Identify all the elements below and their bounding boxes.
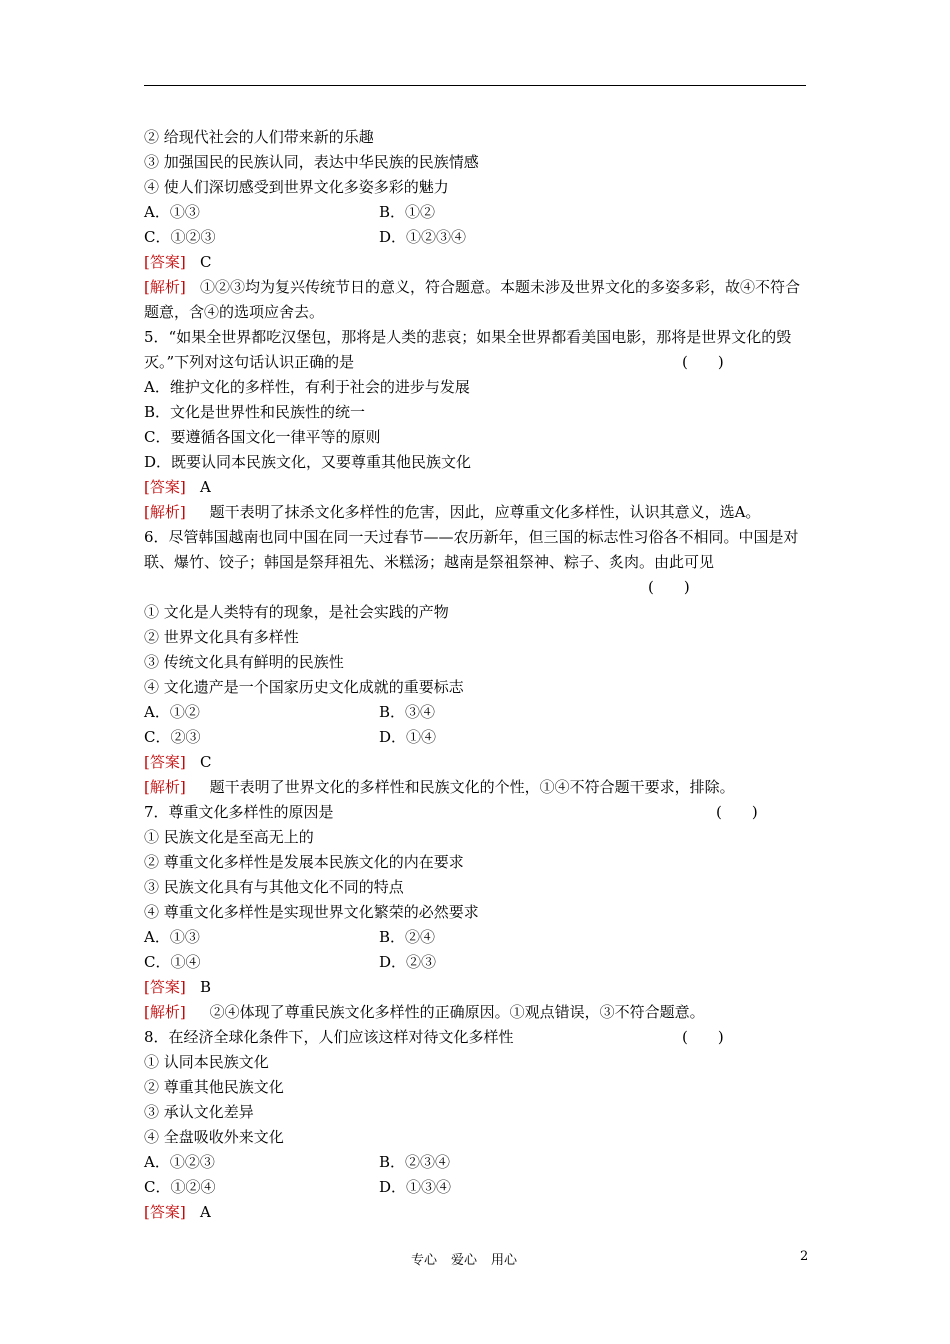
q6-stem: 6．尽管韩国越南也同中国在同一天过春节——农历新年，但三国的标志性习俗各不相同。中国是对联、爆竹、饺子；韩国是祭拜祖先、米糕汤；越南是祭祖祭神、粽子、炙肉。由此可见 bbox=[144, 528, 799, 571]
q6-option-d: D．①④ bbox=[379, 728, 437, 746]
q6-option-a: A．①② bbox=[144, 703, 200, 721]
q6-options-row-2 bbox=[144, 725, 808, 750]
answer-tag: [答案] bbox=[144, 753, 186, 771]
q7-option-d: D．②③ bbox=[379, 953, 437, 971]
q4-item-2: ② 给现代社会的人们带来新的乐趣 bbox=[144, 128, 374, 146]
q4-answer bbox=[144, 250, 808, 275]
header-rule bbox=[144, 85, 806, 86]
question-stem: 5．“如果全世界都吃汉堡包，那将是人类的悲哀；如果全世界都看美国电影，那将是世界文化的毁灭。”下列对这句话认识正确的是 bbox=[144, 328, 792, 371]
analysis-text: 题干表明了世界文化的多样性和民族文化的个性，①④不符合题干要求，排除。 bbox=[209, 778, 735, 796]
q5-choice-c: C．要遵循各国文化一律平等的原则 bbox=[144, 428, 381, 446]
q6-option-b: B．③④ bbox=[379, 703, 436, 721]
answer-tag: [答案] bbox=[144, 478, 186, 496]
footer-motto-1: 专心 bbox=[411, 1253, 438, 1268]
analysis-text: ②④体现了尊重民族文化多样性的正确原因。①观点错误，③不符合题意。 bbox=[209, 1003, 705, 1021]
q8-option-d: D．①③④ bbox=[379, 1178, 452, 1196]
q8-item-3: ③ 承认文化差异 bbox=[144, 1103, 254, 1121]
q6-answer bbox=[144, 750, 808, 775]
q4-item-3: ③ 加强国民的民族认同，表达中华民族的民族情感 bbox=[144, 153, 479, 171]
q8-option-a: A．①②③ bbox=[144, 1153, 215, 1171]
answer-value: B bbox=[200, 978, 212, 996]
answer-blank: ( ) bbox=[648, 578, 690, 596]
q5-answer bbox=[144, 475, 808, 500]
analysis-tag: [解析] bbox=[144, 1003, 186, 1021]
q4-option-c: C．①②③ bbox=[144, 228, 216, 246]
q6-paren-line bbox=[144, 575, 808, 600]
q7-option-b: B．②④ bbox=[379, 928, 436, 946]
q6-analysis bbox=[144, 775, 808, 800]
q5-choice-d: D．既要认同本民族文化，又要尊重其他民族文化 bbox=[144, 453, 472, 471]
q7-options-row-1 bbox=[144, 925, 808, 950]
q5-stem bbox=[144, 325, 808, 375]
q8-options-row-2 bbox=[144, 1175, 808, 1200]
q4-option-b: B．①② bbox=[379, 203, 436, 221]
document-body bbox=[144, 125, 808, 1225]
q6-options-row-1 bbox=[144, 700, 808, 725]
q6-option-c: C．②③ bbox=[144, 728, 201, 746]
q6-item-1: ① 文化是人类特有的现象，是社会实践的产物 bbox=[144, 603, 449, 621]
analysis-text: 题干表明了抹杀文化多样性的危害，因此，应尊重文化多样性，认识其意义，选A。 bbox=[209, 503, 761, 521]
q6-item-3: ③ 传统文化具有鲜明的民族性 bbox=[144, 653, 344, 671]
q4-analysis bbox=[144, 275, 808, 325]
answer-value: A bbox=[200, 1203, 211, 1221]
q5-analysis bbox=[144, 500, 808, 525]
answer-value: C bbox=[200, 753, 212, 771]
q5-choice-a: A．维护文化的多样性，有利于社会的进步与发展 bbox=[144, 378, 470, 396]
q8-stem bbox=[144, 1025, 808, 1050]
q8-item-2: ② 尊重其他民族文化 bbox=[144, 1078, 284, 1096]
q6-item-2: ② 世界文化具有多样性 bbox=[144, 628, 299, 646]
q8-option-b: B．②③④ bbox=[379, 1153, 451, 1171]
analysis-tag: [解析] bbox=[144, 503, 186, 521]
answer-value: A bbox=[200, 478, 211, 496]
analysis-tag: [解析] bbox=[144, 778, 186, 796]
q7-item-4: ④ 尊重文化多样性是实现世界文化繁荣的必然要求 bbox=[144, 903, 479, 921]
page-footer bbox=[0, 1249, 950, 1269]
answer-value: C bbox=[200, 253, 212, 271]
q7-option-a: A．①③ bbox=[144, 928, 200, 946]
q4-options-row-1 bbox=[144, 200, 808, 225]
q5-choice-b: B．文化是世界性和民族性的统一 bbox=[144, 403, 366, 421]
analysis-text: ①②③均为复兴传统节日的意义，符合题意。本题未涉及世界文化的多姿多彩，故④不符合题意，含④的选项应舍去。 bbox=[144, 278, 801, 321]
q8-option-c: C．①②④ bbox=[144, 1178, 216, 1196]
answer-blank: ( ) bbox=[716, 803, 758, 821]
q7-answer bbox=[144, 975, 808, 1000]
answer-blank: ( ) bbox=[682, 1028, 724, 1046]
q7-item-3: ③ 民族文化具有与其他文化不同的特点 bbox=[144, 878, 404, 896]
analysis-tag: [解析] bbox=[144, 278, 186, 296]
q8-item-4: ④ 全盘吸收外来文化 bbox=[144, 1128, 284, 1146]
q7-options-row-2 bbox=[144, 950, 808, 975]
q8-options-row-1 bbox=[144, 1150, 808, 1175]
question-stem: 8．在经济全球化条件下，人们应该这样对待文化多样性 bbox=[144, 1028, 514, 1046]
answer-tag: [答案] bbox=[144, 978, 186, 996]
q7-item-1: ① 民族文化是至高无上的 bbox=[144, 828, 314, 846]
q4-option-a: A．①③ bbox=[144, 203, 200, 221]
q8-answer bbox=[144, 1200, 808, 1225]
answer-tag: [答案] bbox=[144, 1203, 186, 1221]
page-number: 2 bbox=[800, 1249, 809, 1264]
q6-item-4: ④ 文化遗产是一个国家历史文化成就的重要标志 bbox=[144, 678, 464, 696]
q4-item-4: ④ 使人们深切感受到世界文化多姿多彩的魅力 bbox=[144, 178, 449, 196]
q7-option-c: C．①④ bbox=[144, 953, 201, 971]
q8-item-1: ① 认同本民族文化 bbox=[144, 1053, 269, 1071]
q4-options-row-2 bbox=[144, 225, 808, 250]
q7-analysis bbox=[144, 1000, 808, 1025]
q7-item-2: ② 尊重文化多样性是发展本民族文化的内在要求 bbox=[144, 853, 464, 871]
footer-motto-2: 爱心 bbox=[451, 1253, 478, 1268]
q7-stem bbox=[144, 800, 808, 825]
q4-option-d: D．①②③④ bbox=[379, 228, 467, 246]
footer-motto bbox=[411, 1249, 517, 1268]
answer-blank: ( ) bbox=[682, 353, 724, 371]
question-stem: 7．尊重文化多样性的原因是 bbox=[144, 803, 334, 821]
footer-motto-3: 用心 bbox=[491, 1253, 518, 1268]
answer-tag: [答案] bbox=[144, 253, 186, 271]
